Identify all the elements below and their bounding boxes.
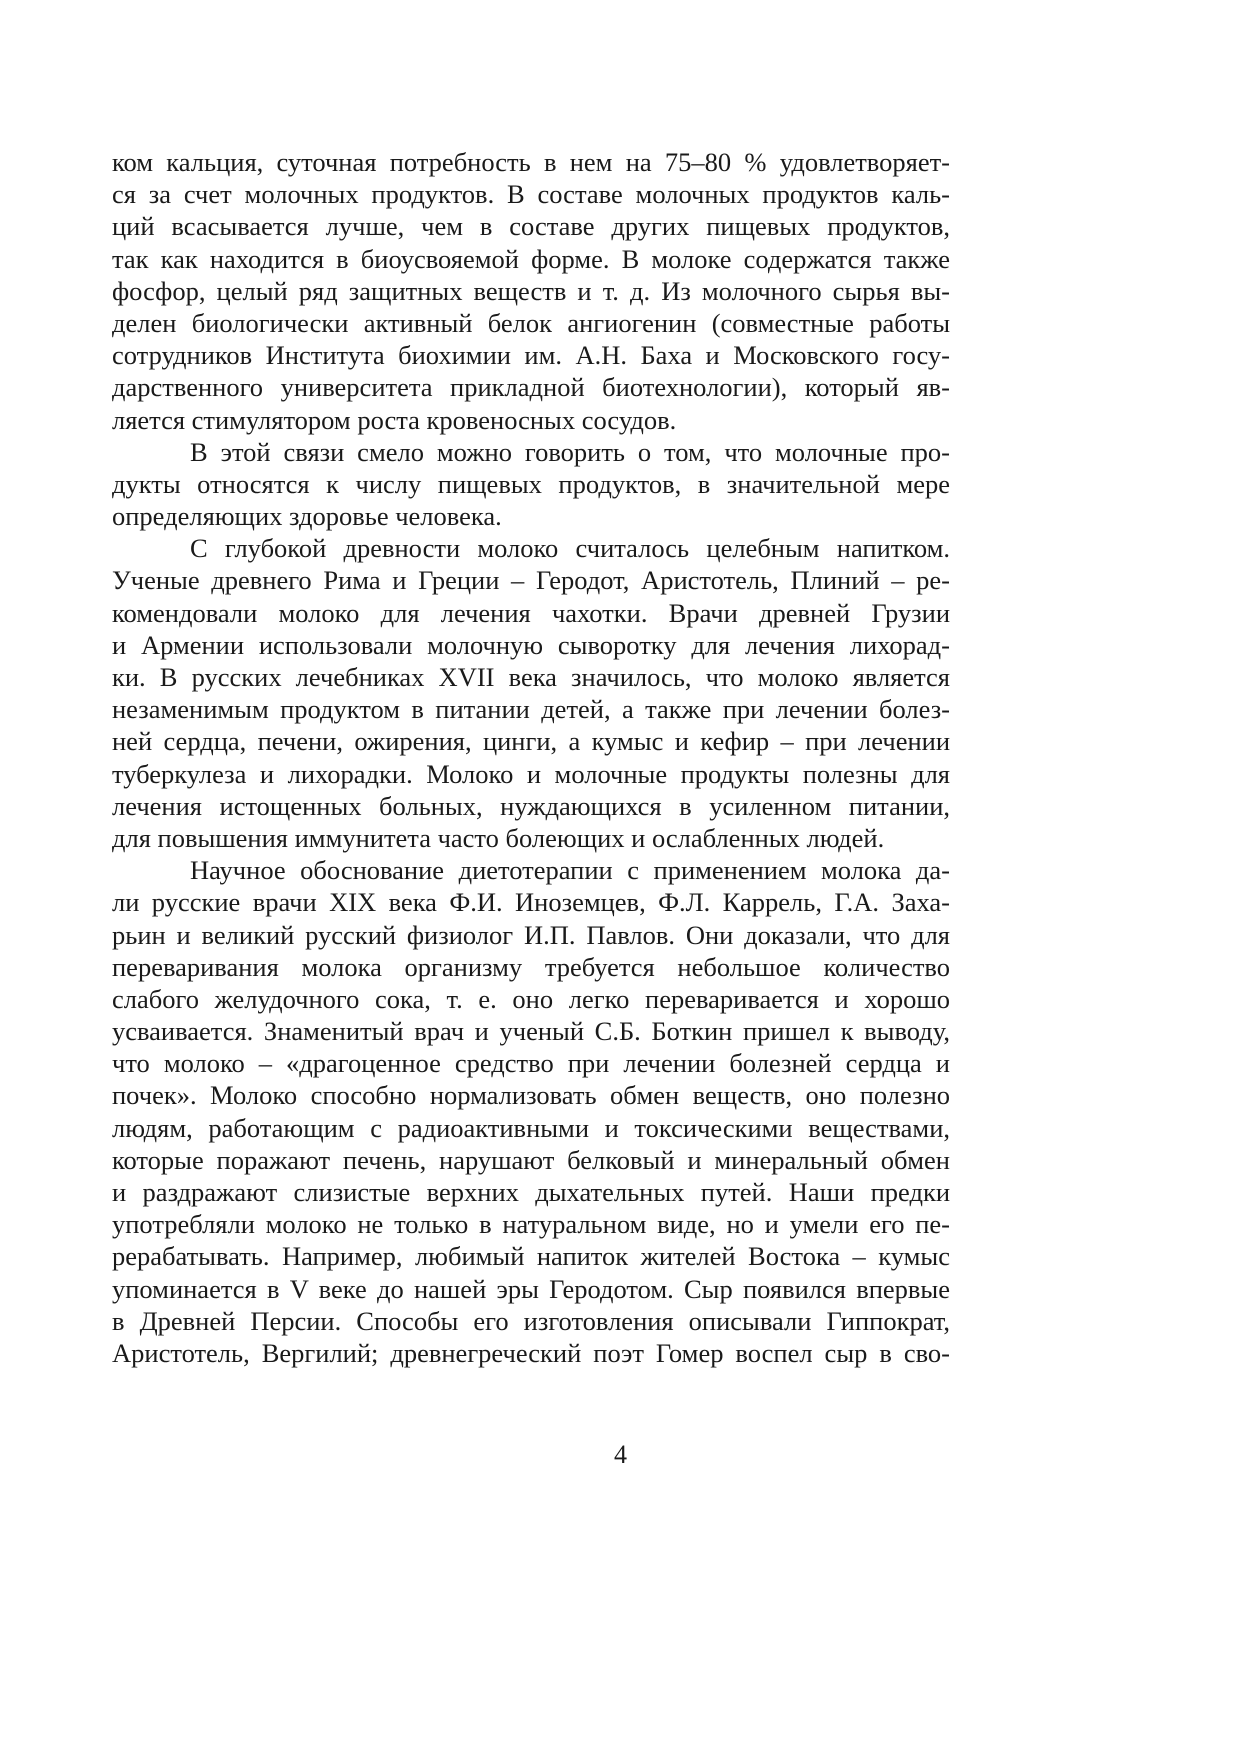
text-line: туберкулеза и лихорадки. Молоко и молочные продукты полезны для	[112, 758, 950, 789]
text-line: Ученые древнего Рима и Греции – Геродот, Аристотель, Плиний – ре-	[112, 565, 950, 596]
text-line: ком кальция, суточная потребность в нем на 75–80 % удовлетворяет-	[112, 147, 950, 177]
text-line: так как находится в биоусвояемой форме. В молоке содержатся также	[112, 243, 950, 274]
page-number: 4	[614, 1440, 627, 1469]
text-line: ки. В русских лечебниках XVII века значилось, что молоко является	[112, 662, 950, 692]
text-line: употребляли молоко не только в натуральном виде, но и умели его пе-	[112, 1209, 950, 1240]
text-line: слабого желудочного сока, т. е. оно легко переваривается и хорошо	[112, 983, 950, 1014]
paragraph	[112, 854, 950, 1369]
text-line: дарственного университета прикладной биотехнологии), который яв-	[112, 372, 950, 403]
text-line: для повышения иммунитета часто болеющих и ослабленных людей.	[112, 822, 885, 853]
body-text	[112, 146, 950, 1369]
text-line: рьин и великий русский физиолог И.П. Павлов. Они доказали, что для	[112, 919, 950, 950]
text-line: В этой связи смело можно говорить о том, что молочные про-	[190, 436, 950, 467]
text-line: фосфор, целый ряд защитных веществ и т. д. Из молочного сырья вы-	[112, 275, 950, 306]
text-line: которые поражают печень, нарушают белковый и минеральный обмен	[112, 1144, 950, 1175]
text-line: Аристотель, Вергилий; древнегреческий поэт Гомер воспел сыр в сво-	[112, 1337, 950, 1368]
text-line: ций всасывается лучше, чем в составе других пищевых продуктов,	[112, 211, 950, 242]
text-line: что молоко – «драгоценное средство при лечении болезней сердца и	[112, 1048, 950, 1079]
text-line: упоминается в V веке до нашей эры Геродотом. Сыр появился впервые	[112, 1273, 950, 1304]
text-line: дукты относятся к числу пищевых продуктов, в значительной мере	[112, 468, 950, 499]
text-line: в Древней Персии. Способы его изготовления описывали Гиппократ,	[112, 1305, 950, 1336]
text-line: ся за счет молочных продуктов. В составе молочных продуктов каль-	[112, 179, 950, 210]
text-line: и Армении использовали молочную сыворотку для лечения лихорад-	[112, 629, 950, 660]
text-line: рерабатывать. Например, любимый напиток жителей Востока – кумыс	[112, 1241, 950, 1272]
text-line: и раздражают слизистые верхних дыхательных путей. Наши предки	[112, 1177, 950, 1207]
text-line: сотрудников Института биохимии им. А.Н. Баха и Московского госу-	[112, 340, 950, 371]
text-line: ли русские врачи XIX века Ф.И. Иноземцев, Ф.Л. Каррель, Г.А. Заха-	[112, 887, 950, 918]
paragraph	[112, 532, 950, 854]
text-line: ляется стимулятором роста кровеносных сосудов.	[112, 404, 677, 435]
text-line: С глубокой древности молоко считалось целебным напитком.	[190, 533, 950, 564]
text-line: почек». Молоко способно нормализовать обмен веществ, оно полезно	[112, 1080, 950, 1111]
text-line: незаменимым продуктом в питании детей, а также при лечении болез-	[112, 694, 950, 725]
text-line: лечения истощенных больных, нуждающихся в усиленном питании,	[112, 790, 950, 821]
text-line: определяющих здоровье человека.	[112, 501, 502, 532]
text-line: усваивается. Знаменитый врач и ученый С.Б. Боткин пришел к выводу,	[112, 1016, 950, 1047]
text-line: делен биологически активный белок ангиогенин (совместные работы	[112, 307, 950, 338]
text-line: Научное обоснование диетотерапии с применением молока да-	[190, 855, 950, 886]
text-line: людям, работающим с радиоактивными и токсическими веществами,	[112, 1112, 950, 1143]
paragraph	[112, 436, 950, 533]
paragraph	[112, 146, 950, 436]
text-line: комендовали молоко для лечения чахотки. Врачи древней Грузии	[112, 597, 950, 628]
text-line: переваривания молока организму требуется небольшое количество	[112, 951, 950, 982]
text-line: ней сердца, печени, ожирения, цинги, а кумыс и кефир – при лечении	[112, 726, 950, 757]
